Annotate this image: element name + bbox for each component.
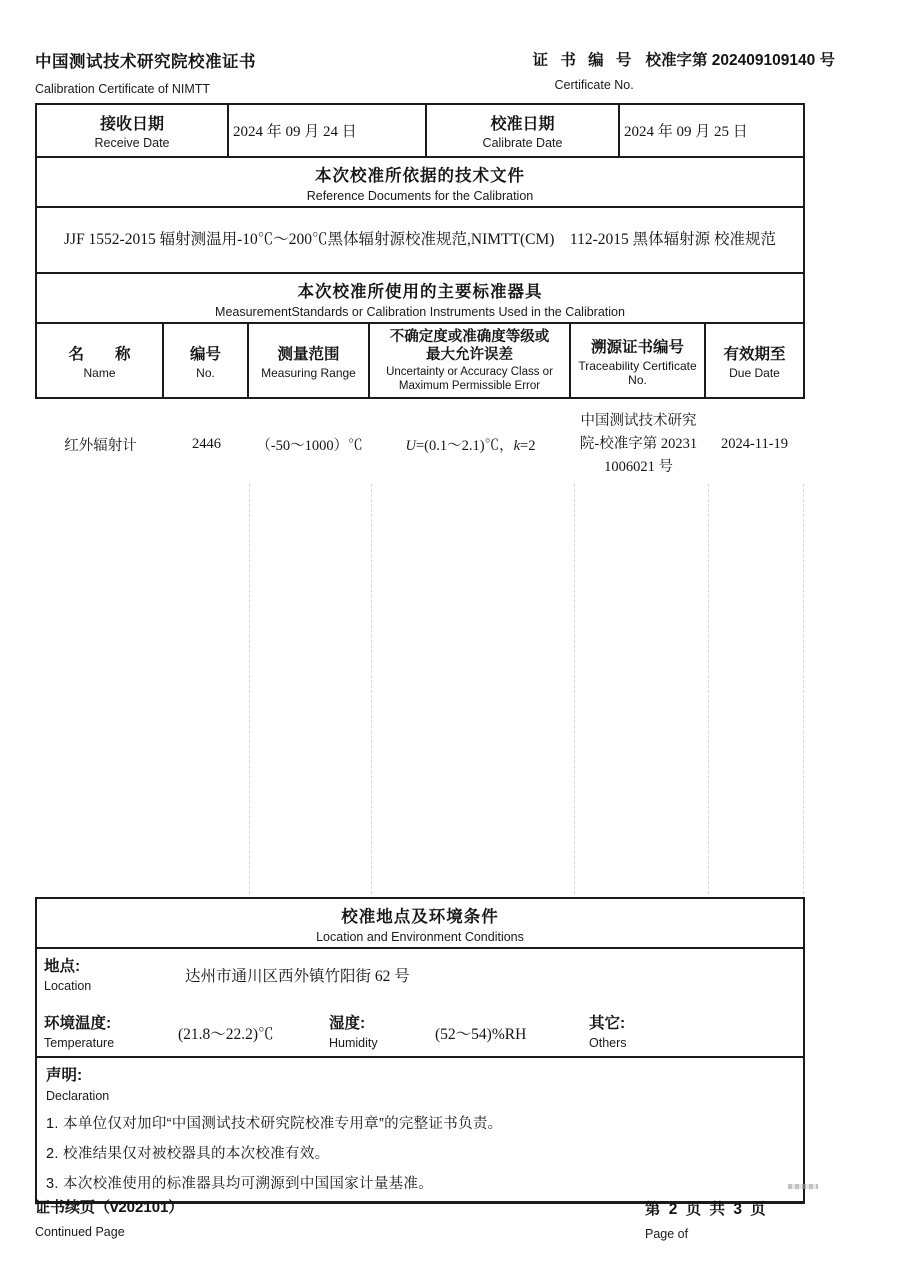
page-number-cn: 第 2 页 共 3 页	[645, 1201, 768, 1218]
col-duedate-en: Due Date	[729, 365, 780, 380]
col-no-cn: 编号	[189, 345, 221, 363]
col-traceability-en: Traceability Certificate No.	[578, 358, 697, 387]
location-label-cn: 地点:	[44, 958, 81, 975]
reference-content: JJF 1552-2015 辐射测温用-10℃～200℃黑体辐射源校准规范,NIMTT(CM) 112-2015 黑体辐射源 校准规范	[37, 208, 803, 274]
standards-table-header	[37, 324, 803, 397]
col-header-range	[249, 324, 370, 397]
traceability-line1: 中国测试技术研究	[580, 412, 697, 429]
reference-section-title	[37, 158, 803, 208]
col-traceability-cn: 溯源证书编号	[590, 338, 684, 356]
standards-table-row	[37, 408, 803, 480]
certificate-number-label-cn: 证 书 编 号	[532, 52, 636, 69]
footer-left	[35, 1196, 183, 1239]
others-label-en: Others	[589, 1036, 627, 1050]
dates-table	[37, 105, 803, 158]
humidity-label-block	[329, 1011, 378, 1050]
temperature-label-cn: 环境温度:	[44, 1015, 112, 1032]
col-range-cn: 测量范围	[277, 345, 340, 363]
declaration-item-2: 2. 校准结果仅对被校器具的本次校准有效。	[46, 1146, 330, 1162]
temperature-value: (21.8～22.2)℃	[178, 1026, 274, 1043]
declaration-section	[37, 1058, 803, 1201]
page-header	[35, 48, 835, 96]
calibrate-date-label-cn: 校准日期	[490, 116, 555, 133]
certificate-number-value: 校准字第 202409109140 号	[645, 52, 835, 69]
environment-conditions-row	[37, 1005, 803, 1058]
traceability-line3: 1006021 号	[604, 458, 673, 475]
instrument-traceability	[571, 410, 706, 479]
scan-artifact-line	[708, 484, 709, 894]
receive-date-label-cn: 接收日期	[99, 116, 164, 133]
scan-artifact-line	[249, 484, 250, 894]
humidity-label-cn: 湿度:	[329, 1015, 366, 1032]
reference-title-en: Reference Documents for the Calibration	[306, 188, 534, 203]
uncertainty-symbol-k: k	[513, 437, 521, 454]
traceability-line2: 院-校准字第 20231	[579, 435, 698, 452]
uncertainty-mid: =(0.1～2.1)℃，	[416, 437, 514, 454]
receive-date-value: 2024 年 09 月 24 日	[233, 124, 357, 140]
col-range-en: Measuring Range	[261, 365, 356, 380]
location-label-en: Location	[44, 979, 92, 993]
col-name-cn: 名 称	[68, 345, 131, 363]
col-header-name	[37, 324, 164, 397]
certificate-number-block	[533, 48, 835, 96]
scan-artifact-line	[371, 484, 372, 894]
others-label-cn: 其它:	[589, 1015, 626, 1032]
instrument-uncertainty	[370, 434, 571, 455]
calibrate-date-header	[427, 105, 620, 156]
continued-page-label-cn: 证书续页（v202101）	[35, 1199, 184, 1216]
receive-date-cell	[229, 105, 427, 156]
certificate-number-line	[533, 48, 835, 70]
calibrate-date-value: 2024 年 09 月 25 日	[624, 124, 748, 140]
certificate-number-label-en: Certificate No.	[554, 78, 634, 92]
standards-section-title	[37, 274, 803, 324]
standards-title-en: MeasurementStandards or Calibration Instruments Used in the Calibration	[215, 304, 625, 319]
col-name-en: Name	[83, 365, 116, 380]
environment-box	[35, 897, 805, 1204]
temperature-label-en: Temperature	[44, 1036, 115, 1050]
humidity-label-en: Humidity	[329, 1036, 378, 1050]
col-uncertainty-cn-line2: 最大允许误差	[426, 347, 513, 363]
reference-title-cn: 本次校准所依据的技术文件	[315, 166, 525, 185]
receive-date-header	[37, 105, 229, 156]
col-header-traceability	[571, 324, 706, 397]
page-number-en: Page of	[645, 1227, 689, 1241]
calibrate-date-label-en: Calibrate Date	[482, 136, 563, 150]
instrument-name: 红外辐射计	[64, 437, 137, 454]
col-header-duedate	[706, 324, 803, 397]
declaration-title-cn: 声明:	[46, 1067, 83, 1084]
receive-date-label-en: Receive Date	[94, 136, 170, 150]
col-duedate-cn: 有效期至	[723, 345, 786, 363]
standards-title-cn: 本次校准所使用的主要标准器具	[297, 282, 543, 301]
others-label-block	[589, 1011, 627, 1050]
footer-right	[645, 1197, 768, 1241]
document-title-cn: 中国测试技术研究院校准证书	[35, 53, 256, 71]
humidity-value: (52～54)%RH	[435, 1026, 527, 1043]
declaration-item-1: 1. 本单位仅对加印“中国测试技术研究院校准专用章”的完整证书负责。	[46, 1116, 503, 1132]
location-value: 达州市通川区西外镇竹阳街 62 号	[185, 968, 410, 985]
instrument-no: 2446	[192, 435, 221, 452]
col-no-en: No.	[196, 365, 215, 380]
declaration-item-3: 3. 本次校准使用的标准器具均可溯源到中国国家计量基准。	[46, 1176, 434, 1192]
scan-artifact-smudge	[788, 1184, 818, 1189]
col-header-uncertainty	[370, 324, 571, 397]
environment-title-en: Location and Environment Conditions	[316, 929, 524, 944]
header-title-block	[35, 48, 256, 96]
continued-page-label-en: Continued Page	[35, 1225, 125, 1239]
scan-artifact-line	[574, 484, 575, 894]
location-label-block	[37, 949, 185, 1005]
uncertainty-symbol-u: U	[405, 437, 416, 454]
instrument-range: （-50～1000）℃	[256, 437, 363, 454]
col-uncertainty-cn-line1: 不确定度或准确度等级或	[389, 329, 550, 345]
document-title-en: Calibration Certificate of NIMTT	[35, 82, 211, 96]
top-tables	[35, 103, 805, 399]
location-row	[37, 949, 803, 1005]
environment-title-cn: 校准地点及环境条件	[341, 907, 499, 926]
col-uncertainty-en: Uncertainty or Accuracy Class or Maximum Permissible Error	[386, 366, 553, 392]
environment-section-title	[37, 899, 803, 949]
calibrate-date-cell	[620, 105, 803, 156]
scan-artifact-line	[803, 484, 804, 894]
col-header-no	[164, 324, 249, 397]
uncertainty-end: =2	[520, 437, 536, 454]
temperature-label-block	[44, 1011, 114, 1050]
instrument-due-date: 2024-11-19	[720, 435, 789, 452]
declaration-title-en: Declaration	[46, 1089, 110, 1103]
